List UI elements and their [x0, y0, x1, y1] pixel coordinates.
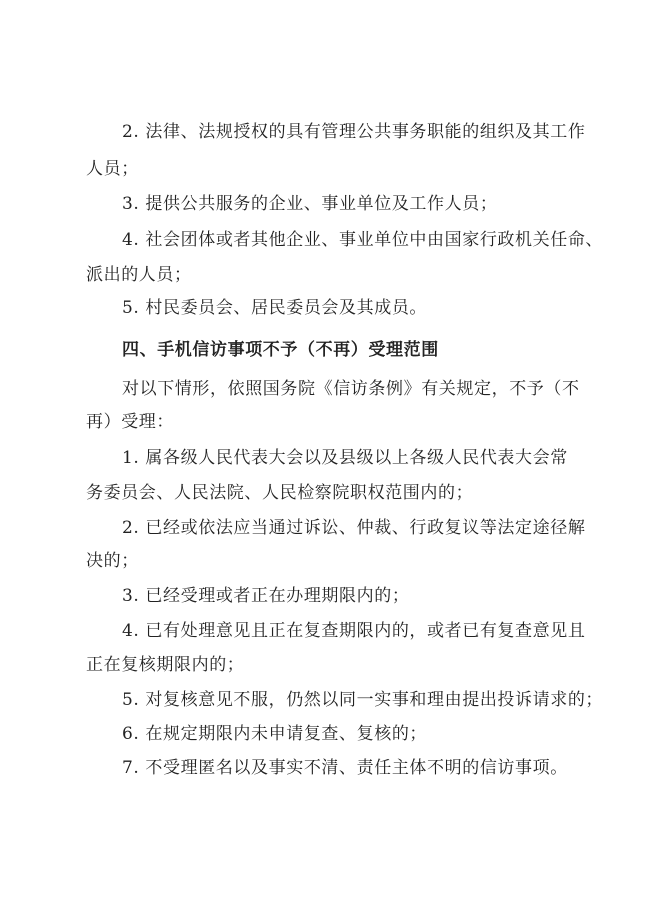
- list-item-line: 7. 不受理匿名以及事实不清、责任主体不明的信访事项。: [122, 758, 568, 778]
- list-item-line: 2. 已经或依法应当通过诉讼、仲裁、行政复议等法定途径解: [122, 518, 586, 538]
- list-item-line: 决的；: [86, 551, 139, 571]
- list-item-line: 5. 对复核意见不服，仍然以同一实事和理由提出投诉请求的；: [122, 690, 604, 710]
- list-item-line: 4. 已有处理意见且正在复查期限内的，或者已有复查意见且: [122, 621, 586, 641]
- list-item-line: 务委员会、人民法院、人民检察院职权范围内的；: [86, 483, 474, 503]
- list-item-line: 4. 社会团体或者其他企业、事业单位中由国家行政机关任命、: [122, 230, 604, 250]
- section-heading: 四、手机信访事项不予（不再）受理范围: [122, 340, 439, 360]
- list-item-line: 6. 在规定期限内未申请复查、复核的；: [122, 724, 428, 744]
- paragraph-line: 对以下情形，依照国务院《信访条例》有关规定，不予（不: [122, 379, 580, 399]
- list-item-line: 2. 法律、法规授权的具有管理公共事务职能的组织及其工作: [122, 122, 586, 142]
- list-item-line: 3. 提供公共服务的企业、事业单位及工作人员；: [122, 194, 498, 214]
- list-item-line: 派出的人员；: [86, 265, 192, 285]
- list-item-line: 1. 属各级人民代表大会以及县级以上各级人民代表大会常: [122, 448, 568, 468]
- list-item-line: 3. 已经受理或者正在办理期限内的；: [122, 586, 410, 606]
- list-item-line: 人员；: [86, 159, 139, 179]
- paragraph-line: 再）受理：: [86, 412, 174, 432]
- list-item-line: 5. 村民委员会、居民委员会及其成员。: [122, 298, 428, 318]
- list-item-line: 正在复核期限内的；: [86, 655, 245, 675]
